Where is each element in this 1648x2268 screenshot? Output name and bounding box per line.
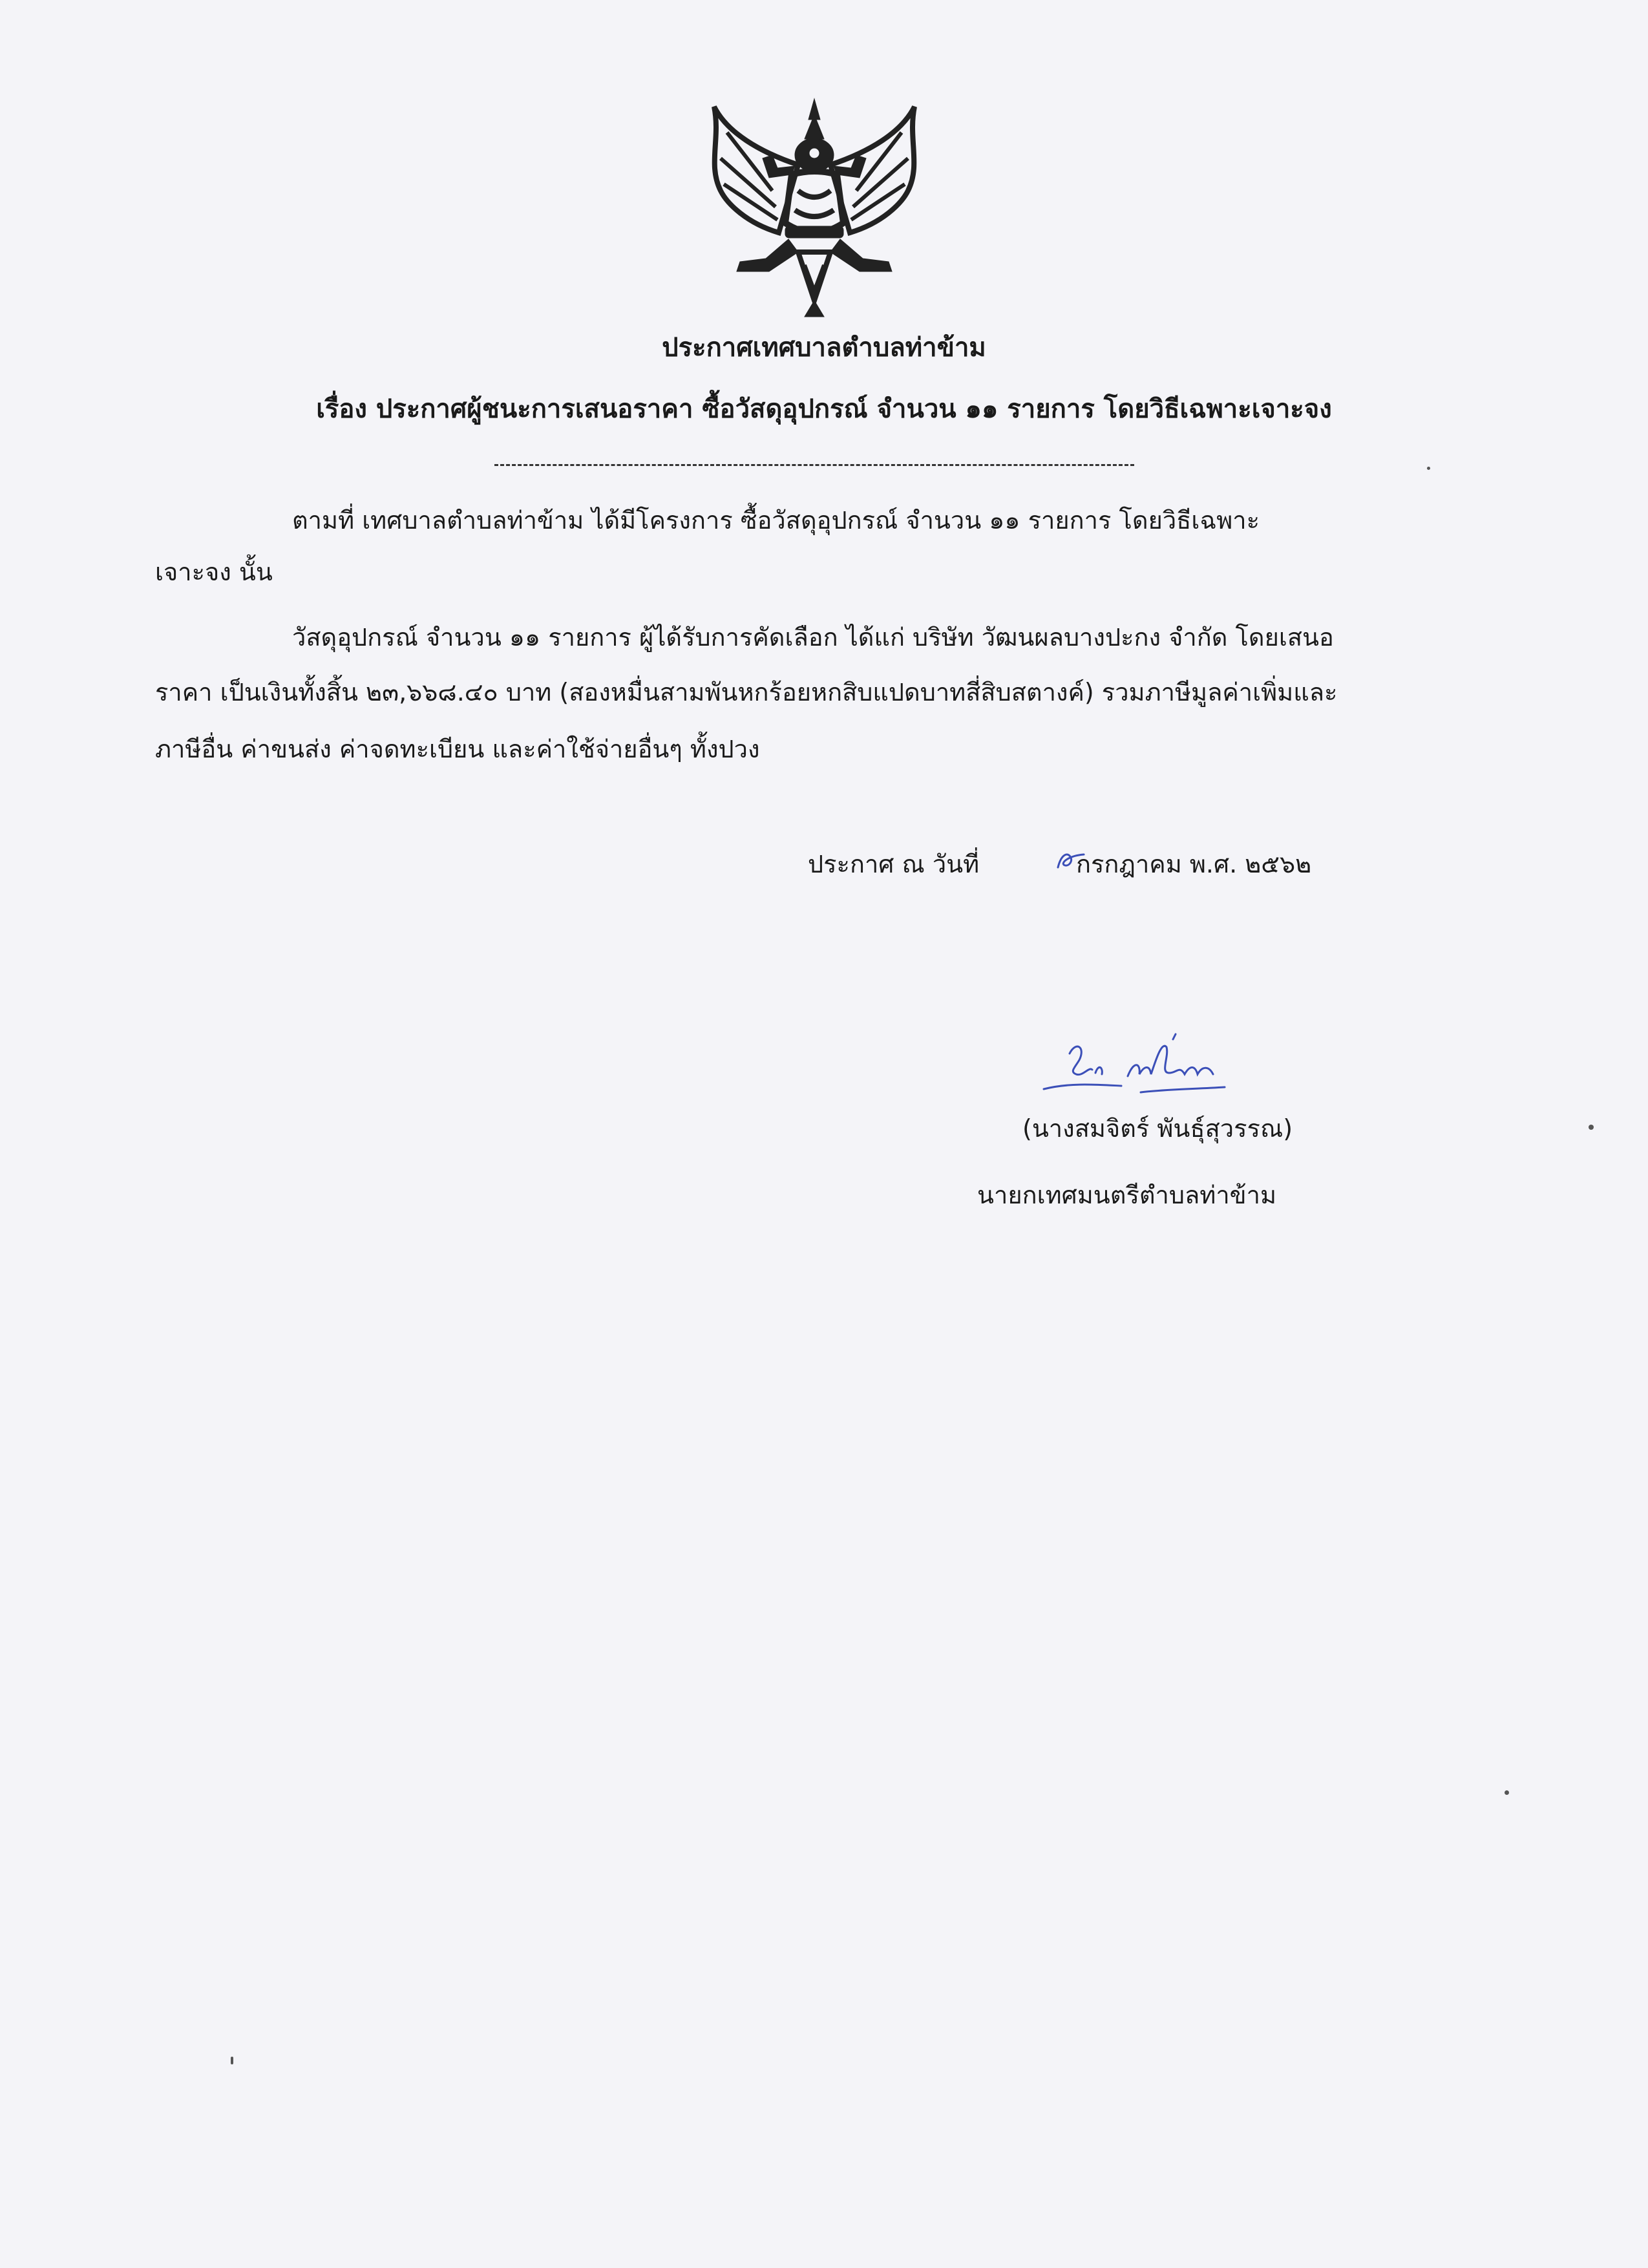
garuda-emblem-icon (701, 94, 927, 320)
scan-speck (1589, 1125, 1594, 1130)
document-title: ประกาศเทศบาลตำบลท่าข้าม (662, 333, 986, 363)
scan-speck (1427, 467, 1430, 470)
divider (494, 464, 1134, 466)
document-subject: เรื่อง ประกาศผู้ชนะการเสนอราคา ซื้อวัสดุอุปกรณ์ จำนวน ๑๑ รายการ โดยวิธีเฉพาะเจาะจง (316, 394, 1332, 424)
announcement-date-prefix: ประกาศ ณ วันที่ (808, 850, 980, 878)
scan-speck (231, 2057, 233, 2064)
paragraph-2-line-1: วัสดุอุปกรณ์ จำนวน ๑๑ รายการ ผู้ได้รับการคัดเลือก ได้แก่ บริษัท วัฒนผลบางปะกง จำกัด โดยเสนอ (292, 623, 1334, 652)
paragraph-2-line-2: ราคา เป็นเงินทั้งสิ้น ๒๓,๖๖๘.๔๐ บาท (สองหมื่นสามพันหกร้อยหกสิบแปดบาทสี่สิบสตางค์) รวมภาษีมูลค่าเพิ่มและ (155, 678, 1338, 706)
paragraph-1-line-1: ตามที่ เทศบาลตำบลท่าข้าม ได้มีโครงการ ซื้อวัสดุอุปกรณ์ จำนวน ๑๑ รายการ โดยวิธีเฉพาะ (292, 506, 1260, 535)
signer-position: นายกเทศมนตรีตำบลท่าข้าม (977, 1181, 1277, 1209)
scan-speck (1505, 1790, 1509, 1795)
paragraph-1-line-2: เจาะจง นั้น (155, 558, 273, 586)
announcement-month-year: กรกฎาคม พ.ศ. ๒๕๖๒ (1076, 850, 1312, 878)
paragraph-2-line-3: ภาษีอื่น ค่าขนส่ง ค่าจดทะเบียน และค่าใช้จ่ายอื่นๆ ทั้งปวง (155, 735, 760, 763)
signer-name: (นางสมจิตร์ พันธุ์สุวรรณ) (1022, 1114, 1293, 1143)
signature-scribble (1031, 1028, 1244, 1099)
